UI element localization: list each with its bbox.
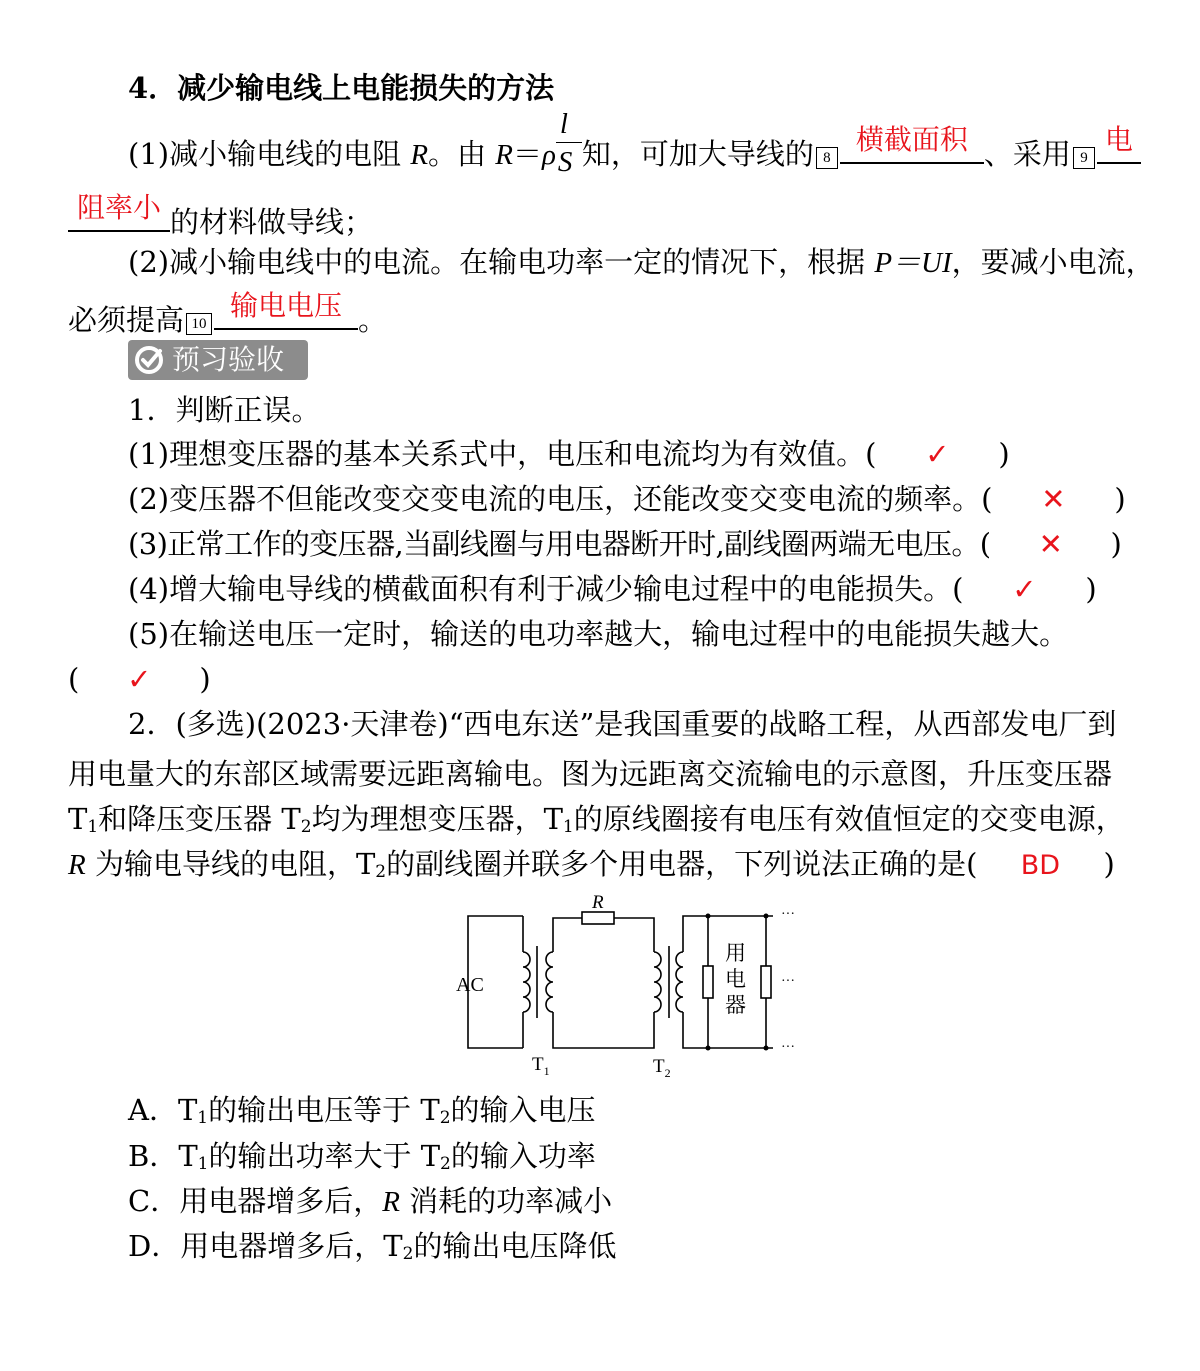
answer-10: 输电电压 bbox=[230, 289, 343, 322]
paren-close: ) bbox=[199, 662, 211, 696]
paren-close: ) bbox=[1085, 572, 1097, 606]
answer-9b: 阻率小 bbox=[76, 191, 161, 224]
paragraph-resistance-cont bbox=[68, 191, 374, 239]
text: 均为理想变压器，T bbox=[311, 802, 563, 836]
continuation-dots: ··· bbox=[781, 1040, 795, 1055]
subscript: 2 bbox=[300, 817, 312, 837]
cross-mark-icon: ✕ bbox=[1041, 482, 1066, 516]
p1-mid: 。由 bbox=[428, 137, 496, 171]
q2-line-1: 2．(多选)(2023·天津卷)“西电东送”是我国重要的战略工程，从西部发电厂到 bbox=[128, 707, 1117, 741]
option-D bbox=[128, 1229, 617, 1264]
paren-open: ( bbox=[68, 662, 80, 696]
wire bbox=[683, 1012, 773, 1048]
q2-line-4 bbox=[68, 847, 1115, 882]
var-rho: ρ bbox=[541, 139, 556, 171]
t-symbol: T bbox=[68, 802, 88, 836]
cross-mark-icon: ✕ bbox=[1038, 527, 1063, 561]
option-label: D． bbox=[128, 1229, 181, 1263]
subscript: 2 bbox=[375, 862, 387, 882]
answer-9a: 电 bbox=[1104, 123, 1133, 156]
equals: ＝ bbox=[512, 137, 542, 171]
blank-10 bbox=[214, 289, 358, 330]
p1-mid2: 、采用 bbox=[983, 137, 1071, 171]
text: 的输入电压 bbox=[450, 1093, 596, 1127]
fraction-l-over-S bbox=[556, 108, 582, 178]
subscript: 1 bbox=[87, 817, 99, 837]
t2-secondary-coil bbox=[676, 952, 683, 1012]
t1-primary-coil bbox=[523, 952, 530, 1012]
blank-9-part2 bbox=[68, 191, 170, 232]
paren-close: ) bbox=[1110, 527, 1122, 561]
frac-bar bbox=[556, 142, 582, 143]
continuation-dots: ··· bbox=[781, 907, 795, 922]
load-label-1: 用 bbox=[725, 941, 746, 965]
option-B bbox=[128, 1139, 596, 1174]
subscript: 1 bbox=[197, 1108, 209, 1128]
q1-item-5-paren bbox=[68, 662, 211, 696]
badge-label: 预习验收 bbox=[172, 343, 285, 376]
blank-number-9: 9 bbox=[1073, 147, 1095, 169]
q1-item-1 bbox=[128, 437, 1010, 471]
wire bbox=[553, 1012, 654, 1048]
text: 用电器增多后，T bbox=[180, 1229, 403, 1263]
var-R2: R bbox=[495, 139, 513, 171]
q1-item-5: (5)在输送电压一定时，输送的电功率越大，输电过程中的电能损失越大。 bbox=[128, 617, 1069, 651]
text: 的输出电压等于 T bbox=[208, 1093, 440, 1127]
p3-pre: 必须提高 bbox=[68, 303, 185, 337]
transmission-circuit-diagram bbox=[448, 888, 808, 1080]
check-circle-icon bbox=[134, 345, 164, 375]
p2-post: ，要减小电流， bbox=[951, 245, 1155, 279]
blank-8 bbox=[840, 123, 984, 164]
q1-item-text: (2)变压器不但能改变交变电流的电压，还能改变交变电流的频率。( bbox=[128, 482, 993, 516]
paren-close: ) bbox=[998, 437, 1010, 471]
ac-label: AC bbox=[456, 974, 484, 996]
q1-title: 1．判断正误。 bbox=[128, 393, 321, 427]
text: 和降压变压器 T bbox=[98, 802, 301, 836]
option-C bbox=[128, 1184, 613, 1218]
text: T bbox=[177, 1093, 198, 1127]
p2-pre: (2)减小输电线中的电流。在输电功率一定的情况下，根据 bbox=[128, 245, 875, 279]
q2-line-3 bbox=[68, 802, 1125, 837]
preview-check-badge bbox=[128, 340, 308, 380]
option-label: C． bbox=[128, 1184, 180, 1218]
p1-end: 的材料做导线； bbox=[170, 205, 374, 239]
q2-line-2: 用电量大的东部区域需要远距离输电。图为远距离交流输电的示意图，升压变压器 bbox=[68, 757, 1113, 791]
t2-label: $T_2$ bbox=[653, 1056, 671, 1080]
subscript: 2 bbox=[402, 1244, 414, 1264]
check-mark-icon: ✓ bbox=[1012, 572, 1037, 606]
text: 的输出电压降低 bbox=[413, 1229, 617, 1263]
p1-post: 知，可加大导线的 bbox=[581, 137, 814, 171]
option-A bbox=[128, 1093, 596, 1128]
text: 的副线圈并联多个用电器，下列说法正确的是( bbox=[386, 847, 978, 881]
text: 的输入功率 bbox=[450, 1139, 596, 1173]
var-R: R bbox=[68, 849, 86, 881]
var-R: R bbox=[410, 139, 429, 171]
paragraph-current-cont bbox=[68, 289, 388, 337]
section-heading: 4．减少输电线上电能损失的方法 bbox=[128, 71, 555, 105]
continuation-dots: ··· bbox=[781, 974, 795, 989]
text: 的原线圈接有电压有效值恒定的交变电源， bbox=[573, 802, 1125, 836]
t1-label: $T_1$ bbox=[532, 1054, 550, 1078]
q1-item-text: (1)理想变压器的基本关系式中，电压和电流均为有效值。( bbox=[128, 437, 877, 471]
wire bbox=[553, 918, 582, 952]
blank-number-10: 10 bbox=[186, 313, 212, 335]
load-resistor bbox=[761, 966, 771, 998]
paragraph-current bbox=[128, 245, 1155, 279]
subscript: 2 bbox=[440, 1154, 451, 1174]
text: 的输出功率大于 T bbox=[208, 1139, 441, 1173]
load-label-2: 电 bbox=[725, 967, 746, 991]
text: 用电器增多后， bbox=[179, 1184, 383, 1218]
text: 消耗的功率减小 bbox=[409, 1184, 613, 1218]
subscript: 1 bbox=[562, 817, 574, 837]
option-label: A． bbox=[128, 1093, 178, 1127]
q1-item-text: (4)增大输电导线的横截面积有利于减少输电过程中的电能损失。( bbox=[128, 572, 964, 606]
paren-close: ) bbox=[1114, 482, 1126, 516]
q1-item-2 bbox=[128, 482, 1126, 516]
answer-8: 横截面积 bbox=[855, 123, 968, 156]
p3-end: 。 bbox=[358, 303, 388, 337]
paragraph-resistance bbox=[128, 108, 1141, 178]
load-resistor bbox=[703, 966, 713, 998]
var-R: R bbox=[382, 1186, 400, 1218]
blank-9-part1 bbox=[1097, 123, 1141, 164]
resistor-R bbox=[582, 912, 614, 924]
frac-den: S bbox=[557, 146, 573, 178]
frac-num: l bbox=[559, 108, 568, 140]
subscript: 2 bbox=[439, 1108, 451, 1128]
q1-item-4 bbox=[128, 572, 1097, 606]
t2-primary-coil bbox=[654, 952, 661, 1012]
text: 为输电导线的电阻，T bbox=[94, 847, 376, 881]
blank-number-8: 8 bbox=[816, 147, 838, 169]
subscript: 1 bbox=[197, 1154, 209, 1174]
t1-secondary-coil bbox=[546, 952, 553, 1012]
resistor-label: R bbox=[592, 892, 604, 913]
check-mark-icon: ✓ bbox=[925, 437, 950, 471]
text: T bbox=[178, 1139, 198, 1173]
answer-BD: BD bbox=[1020, 850, 1061, 881]
check-mark-icon: ✓ bbox=[127, 662, 152, 696]
wire bbox=[614, 918, 654, 952]
option-label: B． bbox=[128, 1139, 179, 1173]
q1-item-3 bbox=[128, 527, 1122, 561]
formula-PUI: P＝UI bbox=[874, 247, 952, 279]
q1-item-text: (3)正常工作的变压器,当副线圈与用电器断开时,副线圈两端无电压。( bbox=[128, 527, 991, 561]
load-label-3: 器 bbox=[725, 993, 746, 1017]
paren-close: ) bbox=[1103, 847, 1115, 881]
p1-pre: (1)减小输电线的电阻 bbox=[128, 137, 411, 171]
